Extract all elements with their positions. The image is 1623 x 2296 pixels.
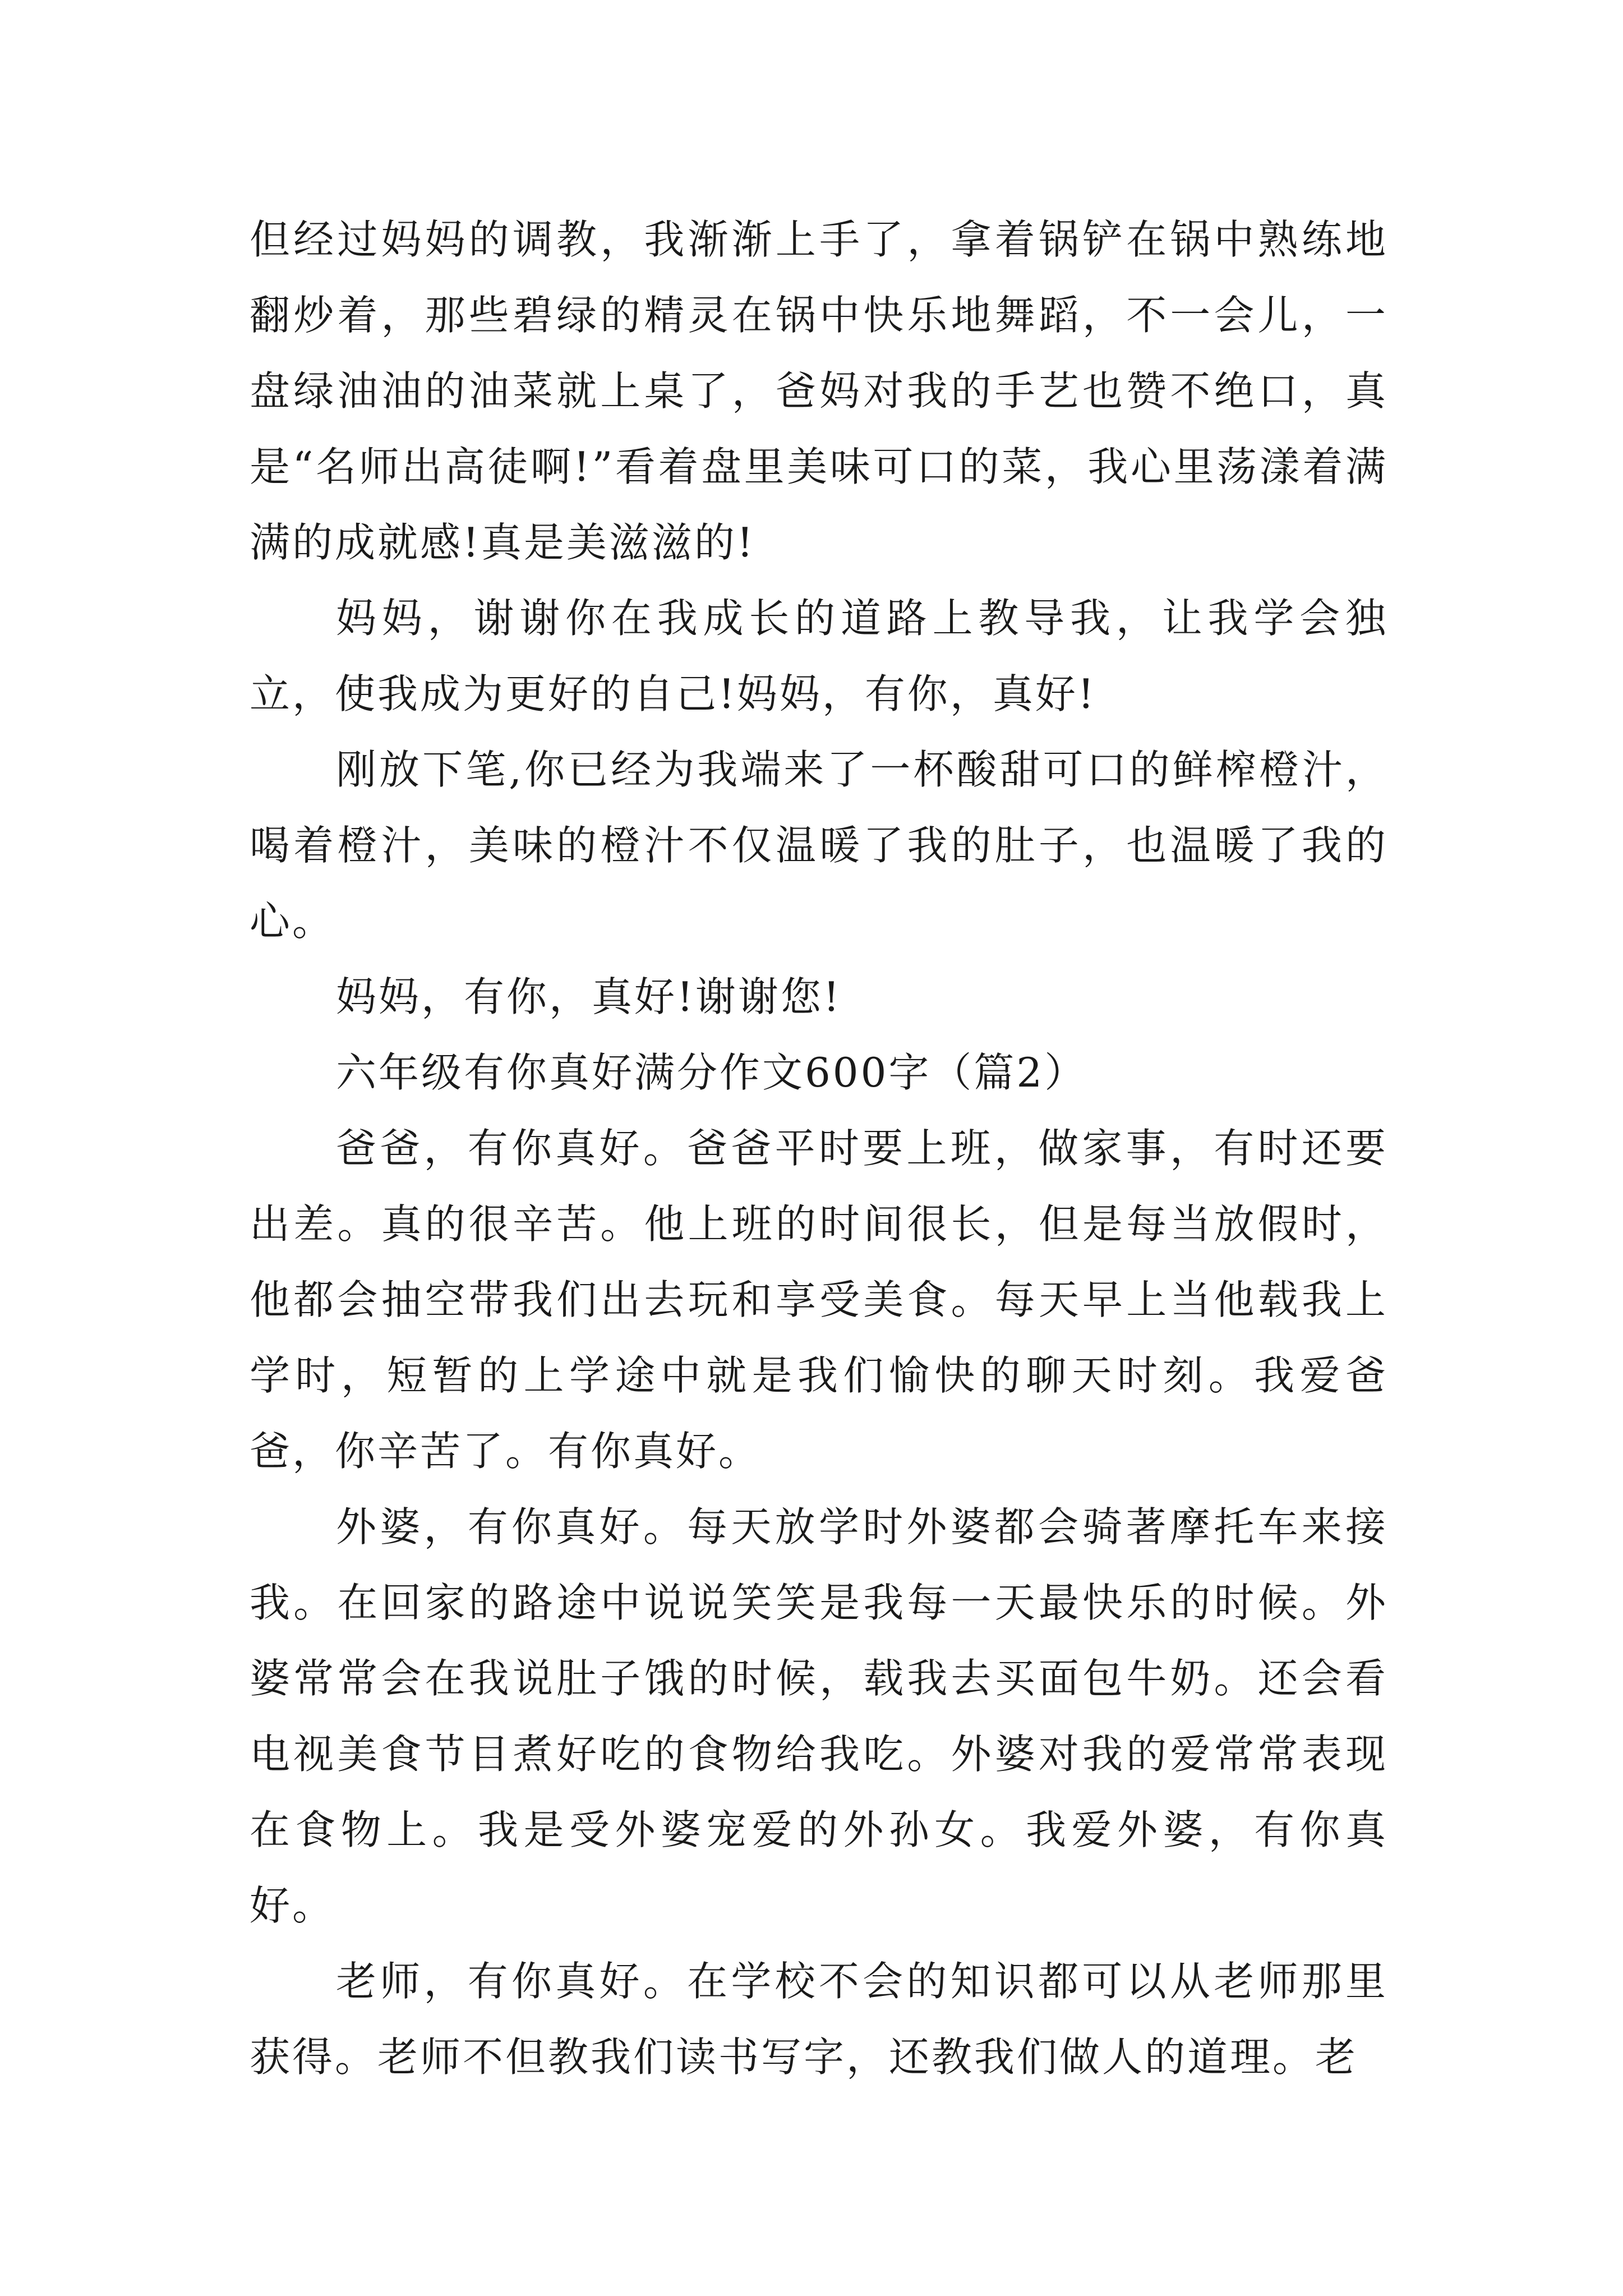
paragraph: 刚放下笔,你已经为我端来了一杯酸甜可口的鲜榨橙汁，喝着橙汁，美味的橙汁不仅温暖了我的肚子，也温暖了我的心。 [250, 746, 1388, 945]
paragraph-continued: 但经过妈妈的调教，我渐渐上手了，拿着锅铲在锅中熟练地翻炒着，那些碧绿的精灵在锅中快乐地舞蹈，不一会儿，一盘绿油油的油菜就上桌了，爸妈对我的手艺也赞不绝口，真是“名师出高徒啊!”看着盘里美味可口的菜，我心里荡漾着满满的成就感!真是美滋滋的! [250, 216, 1388, 566]
paragraph: 老师，有你真好。在学校不会的知识都可以从老师那里获得。老师不但教我们读书写字，还教我们做人的道理。老 [250, 1958, 1388, 2081]
paragraph: 爸爸，有你真好。爸爸平时要上班，做家事，有时还要出差。真的很辛苦。他上班的时间很长，但是每当放假时，他都会抽空带我们出去玩和享受美食。每天早上当他载我上学时，短暂的上学途中就是我们愉快的聊天时刻。我爱爸爸，你辛苦了。有你真好。 [250, 1125, 1388, 1475]
document-body [250, 202, 1388, 2095]
section-title: 六年级有你真好满分作文600字（篇2） [336, 1049, 1087, 1096]
paragraph: 妈妈，谢谢你在我成长的道路上教导我，让我学会独立，使我成为更好的自己!妈妈，有你，真好! [250, 595, 1388, 717]
paragraph: 妈妈，有你，真好!谢谢您! [336, 973, 842, 1020]
paragraph: 外婆，有你真好。每天放学时外婆都会骑著摩托车来接我。在回家的路途中说说笑笑是我每一天最快乐的时候。外婆常常会在我说肚子饿的时候，载我去买面包牛奶。还会看电视美食节目煮好吃的食物给我吃。外婆对我的爱常常表现在食物上。我是受外婆宠爱的外孙女。我爱外婆，有你真好。 [250, 1503, 1388, 1929]
